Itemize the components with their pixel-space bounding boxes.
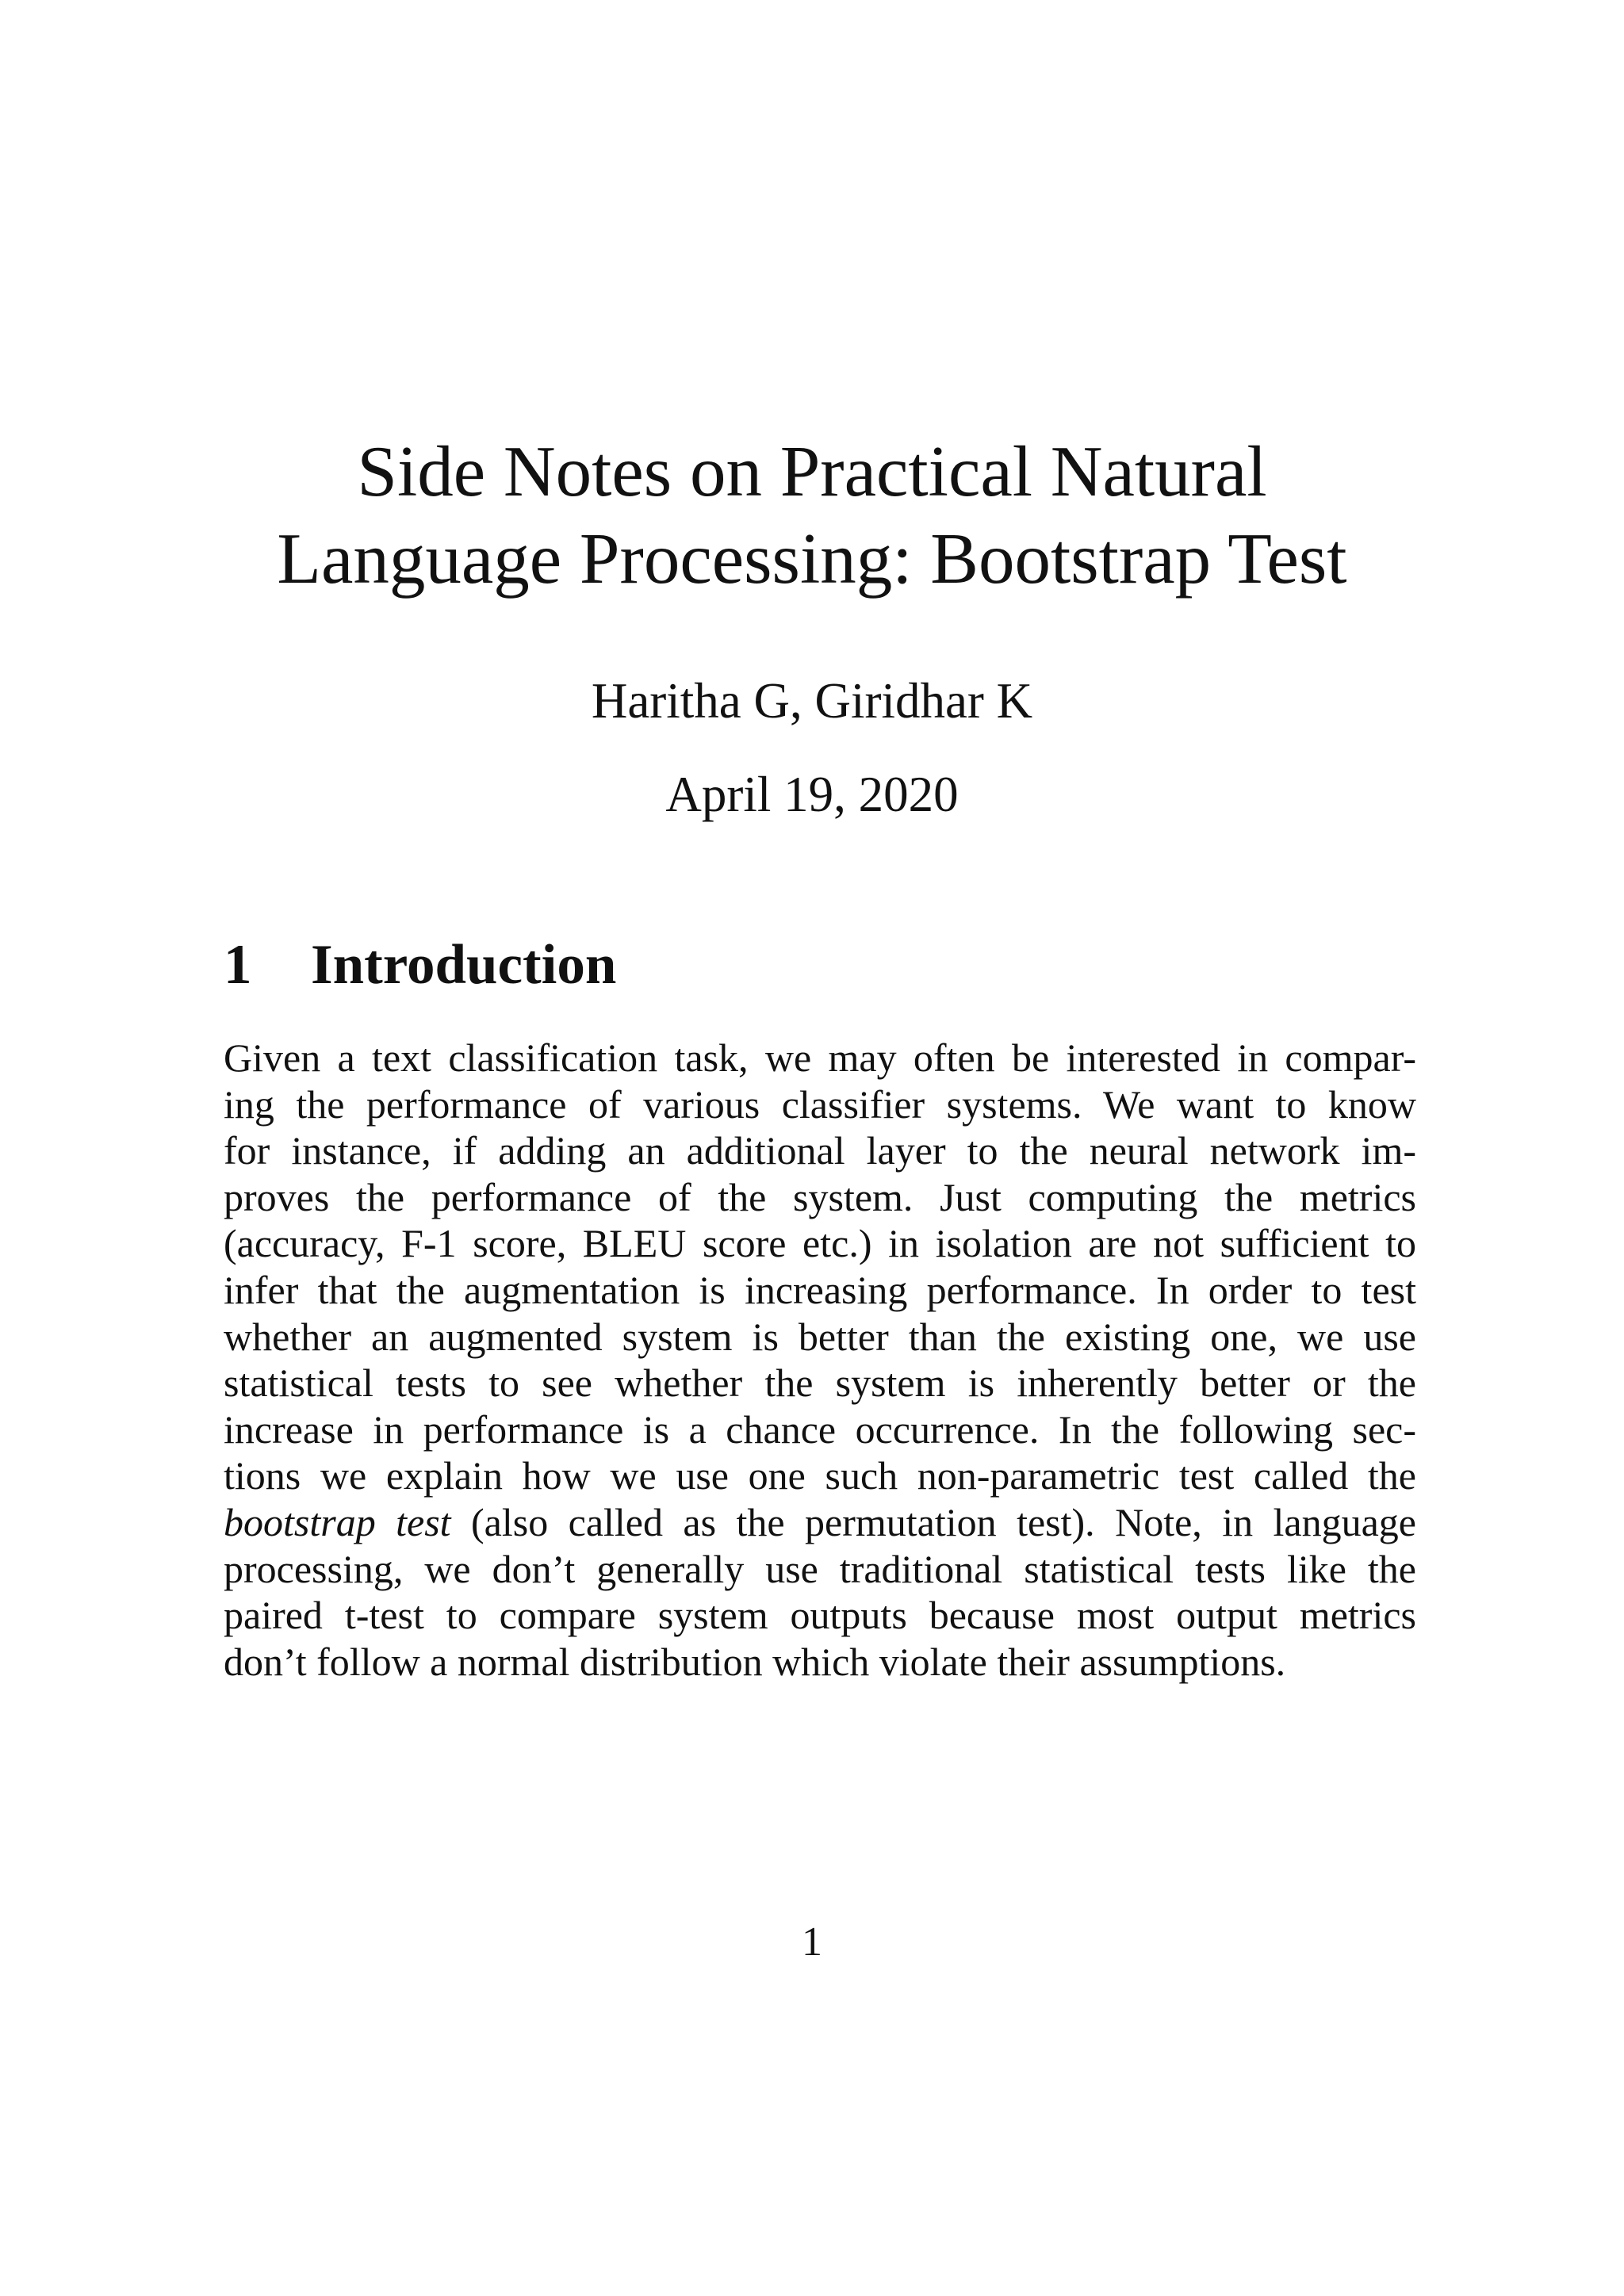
section-heading [224, 929, 616, 1001]
paper-title-line-2: Language Processing: Bootstrap Test [277, 519, 1347, 599]
page-number: 1 [802, 1919, 822, 1965]
paragraph-line: whether an augmented system is better than the existing one, we use [224, 1314, 1416, 1359]
section-number: 1 [224, 934, 252, 996]
paragraph-line: increase in performance is a chance occurrence. In the following sec- [224, 1406, 1416, 1452]
paragraph-line: Given a text classification task, we may often be interested in compar- [224, 1035, 1416, 1080]
paper-authors: Haritha G, Giridhar K [591, 673, 1033, 729]
introduction-paragraph [224, 1035, 1416, 1685]
paragraph-line: tions we explain how we use one such non-parametric test called the [224, 1453, 1416, 1498]
paper-title [178, 428, 1446, 603]
paragraph-line: processing, we don’t generally use traditional statistical tests like the [224, 1546, 1416, 1591]
paragraph-line: statistical tests to see whether the system is inherently better or the [224, 1360, 1416, 1406]
paragraph-line: proves the performance of the system. Just computing the metrics [224, 1174, 1416, 1219]
paper-title-line-1: Side Notes on Practical Natural [357, 431, 1267, 511]
paragraph-line: for instance, if adding an additional layer to the neural network im- [224, 1128, 1416, 1173]
paragraph-line: infer that the augmentation is increasing performance. In order to test [224, 1267, 1416, 1312]
paragraph-line: don’t follow a normal distribution which violate their assumptions. [224, 1639, 1286, 1684]
paper-date: April 19, 2020 [665, 767, 959, 822]
paragraph-line: (accuracy, F-1 score, BLEU score etc.) in isolation are not sufficient to [224, 1221, 1416, 1266]
section-title: Introduction [311, 934, 617, 996]
paragraph-line: paired t-test to compare system outputs because most output metrics [224, 1593, 1416, 1638]
paragraph-line [224, 1499, 1416, 1546]
paragraph-line: ing the performance of various classifier systems. We want to know [224, 1081, 1416, 1127]
paragraph-line-rest: (also called as the permutation test). Note, in language [450, 1499, 1416, 1544]
italic-term: bootstrap test [224, 1499, 451, 1544]
